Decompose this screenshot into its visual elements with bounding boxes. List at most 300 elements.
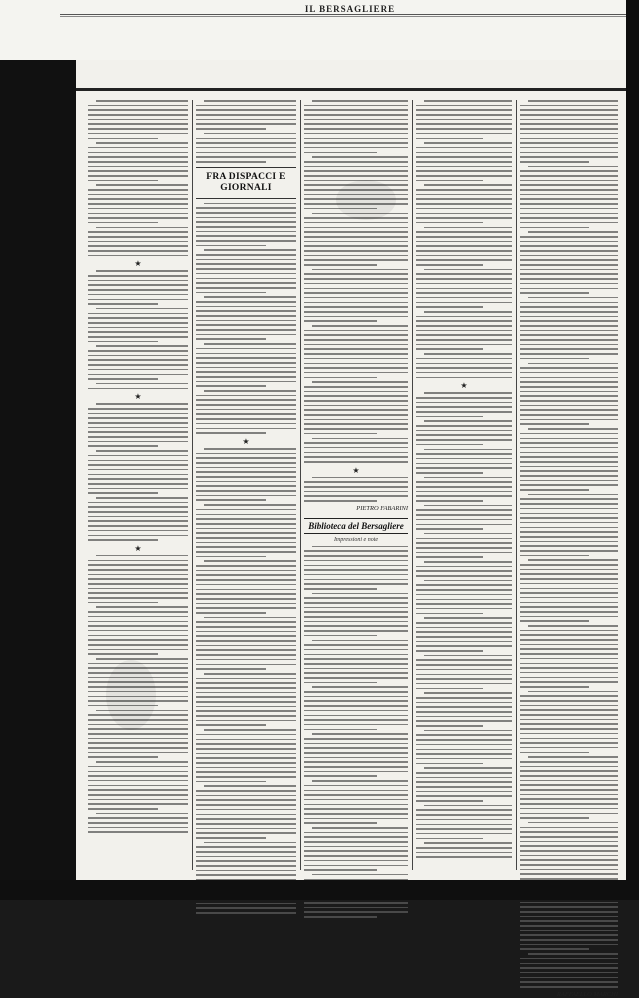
text-line [96,606,188,608]
text-line [196,837,266,839]
text-line [520,709,618,711]
text-line [520,198,618,200]
text-line [304,715,408,717]
text-line [204,203,296,205]
text-line [196,514,296,516]
text-line [520,808,618,810]
text-line [304,729,377,731]
text-line [304,495,408,497]
text-line [520,475,618,477]
scan-frame-bottom [0,880,639,900]
text-line [520,672,618,674]
text-line [520,438,618,440]
text-line [196,245,266,247]
text-line [520,733,618,735]
text-line [88,284,188,286]
text-line [196,856,296,858]
text-line [520,550,618,552]
text-line [88,808,158,810]
text-line [520,433,618,435]
text-line [520,527,618,529]
text-line [196,570,296,572]
text-line [520,911,618,913]
text-line [304,705,408,707]
text-line [96,227,188,229]
text-line [196,903,296,905]
text-line [304,456,408,458]
text-line [88,250,188,252]
text-line [520,241,618,243]
text-line [88,520,188,522]
text-line [520,161,589,163]
text-line [88,616,188,618]
text-line [416,194,512,196]
text-line [416,631,512,633]
text-line [88,369,188,371]
text-line [416,599,512,601]
text-line [520,920,618,922]
text-line [88,133,188,135]
text-line [424,420,512,422]
text-line [88,488,188,490]
text-line [196,273,296,275]
text-line [304,147,408,149]
text-column-5 [520,100,618,998]
text-line [196,603,296,605]
text-line [304,297,408,299]
text-line [520,536,618,538]
text-line [520,517,618,519]
text-line [96,761,188,763]
text-line [88,588,188,590]
text-line [416,847,512,849]
text-line [416,678,512,680]
text-line [96,142,188,144]
text-line [520,508,618,510]
text-line [96,403,188,405]
text-line [416,472,483,474]
text-line [424,580,512,582]
text-line [520,813,618,815]
text-line [304,491,408,493]
text-line [88,794,188,796]
text-line [312,269,408,271]
text-line [196,231,296,233]
text-line [196,589,296,591]
text-line [520,377,618,379]
text-line [88,374,188,376]
separator-star-icon: ★ [460,381,468,391]
text-line [304,654,408,656]
text-line [196,814,296,816]
text-line [196,607,296,609]
text-line [88,752,188,754]
text-line [520,330,618,332]
text-line [520,447,618,449]
text-line [88,198,188,200]
text-line [312,325,408,327]
text-line [196,734,296,736]
text-line [304,775,377,777]
text-line [304,152,377,154]
text-line [196,870,296,872]
text-line [416,491,512,493]
text-line [196,495,296,497]
text-line [520,789,618,791]
text-line [304,663,408,665]
text-line [520,353,618,355]
text-line [416,367,512,369]
text-line [88,630,188,632]
text-line [520,278,618,280]
text-line [520,302,618,304]
text-line [304,560,408,562]
text-line [88,653,158,655]
text-line [88,128,188,130]
text-line [304,330,408,332]
text-line [196,413,296,415]
text-line [416,245,512,247]
text-line [196,109,296,111]
text-line [416,758,512,760]
text-line [520,855,618,857]
text-line [416,744,512,746]
text-line [312,686,408,688]
text-line [196,771,296,773]
text-line [88,123,188,125]
text-line [196,542,296,544]
text-line [520,850,618,852]
text-line [196,720,296,722]
text-line [416,603,512,605]
text-line [520,663,618,665]
text-line [416,320,512,322]
text-line [304,832,408,834]
text-line [196,678,296,680]
text-line [88,427,188,429]
text-line [312,546,408,548]
text-line [520,147,618,149]
text-line [416,133,512,135]
text-line [304,696,408,698]
text-line [520,283,618,285]
text-line [312,874,408,876]
text-line [196,334,296,336]
text-line [416,739,512,741]
text-line [416,467,512,469]
text-line [88,378,158,380]
text-line [88,241,188,243]
separator-star-icon: ★ [134,543,142,553]
text-line [424,730,512,732]
text-line [196,467,296,469]
text-line [520,316,618,318]
text-line [520,677,618,679]
text-line [88,194,188,196]
text-line [416,749,512,751]
column-rule [300,100,301,870]
text-line [520,761,618,763]
text-line [416,416,483,418]
text-line [96,555,188,557]
text-line [88,189,188,191]
text-line [196,912,296,914]
text-line [204,133,296,135]
text-line [520,372,618,374]
text-line [416,589,512,591]
text-line [196,739,296,741]
text-line [416,519,512,521]
header-rule [60,14,630,15]
text-line [304,395,408,397]
text-line [416,278,512,280]
text-line [304,602,408,604]
text-line [304,255,408,257]
text-line [88,208,188,210]
text-line [304,804,408,806]
text-line [416,716,512,718]
text-line [312,156,408,158]
text-line [304,227,408,229]
text-line [304,166,408,168]
text-line [416,584,512,586]
text-line [312,593,408,595]
text-line [196,161,266,163]
text-line [416,509,512,511]
text-line [88,388,188,390]
text-line [96,497,188,499]
text-line [196,799,296,801]
text-line [204,842,296,844]
text-line [520,902,618,904]
text-line [520,325,618,327]
text-line [416,119,512,121]
text-line [304,306,408,308]
text-line [520,714,618,716]
text-line [416,524,512,526]
text-line [520,442,618,444]
text-line [196,851,296,853]
text-line [304,334,408,336]
text-line [416,711,512,713]
text-line [304,724,408,726]
text-line [196,598,296,600]
text-line [304,367,408,369]
text-line [204,729,296,731]
text-line [304,907,408,909]
text-line [520,981,618,983]
text-line [196,221,296,223]
text-line [304,607,408,609]
text-line [196,823,296,825]
text-line [520,602,618,604]
text-line [520,255,618,257]
text-line [424,692,512,694]
text-line [304,710,408,712]
text-line [196,635,296,637]
text-line [520,250,618,252]
text-line [304,119,408,121]
text-line [196,659,296,661]
text-line [424,184,512,186]
text-line [416,175,512,177]
text-line [520,395,618,397]
text-line [88,114,188,116]
text-line [520,695,618,697]
text-line [520,381,618,383]
text-line [424,353,512,355]
text-line [304,747,408,749]
text-line [424,561,512,563]
text-line [416,838,483,840]
text-line [520,409,618,411]
text-line [304,344,408,346]
text-line [196,556,266,558]
section-subheading: Impressioni e note [333,536,379,543]
text-line [520,208,618,210]
text-line [520,288,618,290]
text-line [416,273,512,275]
text-line [304,358,408,360]
text-line [304,377,377,379]
text-line [196,724,266,726]
text-line [196,119,296,121]
text-line [304,419,408,421]
text-line [196,235,296,237]
text-line [304,273,408,275]
text-line [304,123,408,125]
newspaper-header: IL BERSAGLIERE [304,4,396,14]
text-line [304,569,408,571]
text-line [88,597,188,599]
text-line [204,249,296,251]
text-line [520,545,618,547]
text-line [416,453,512,455]
text-line [304,161,408,163]
text-line [88,738,188,740]
text-line [416,114,512,116]
text-line [520,770,618,772]
text-line [196,128,266,130]
text-line [312,477,408,479]
text-line [304,700,408,702]
text-line [304,743,408,745]
text-line [520,236,618,238]
text-line [416,824,512,826]
text-line [88,649,188,651]
text-line [196,687,296,689]
text-line [196,240,296,242]
text-line [416,123,512,125]
text-line [416,594,512,596]
text-line [196,645,296,647]
text-line [520,944,618,946]
text-line [528,756,618,758]
text-line [196,453,296,455]
text-line [196,367,296,369]
text-line [96,383,188,385]
text-line [520,653,618,655]
text-line [520,175,618,177]
text-line [304,400,408,402]
text-line [88,827,188,829]
text-line [416,358,512,360]
text-line [304,302,408,304]
text-line [416,138,483,140]
text-line [304,138,408,140]
text-line [88,175,188,177]
text-line [520,531,618,533]
text-line [304,348,408,350]
text-line [520,419,618,421]
text-line [196,428,296,430]
text-line [196,743,296,745]
text-line [304,752,408,754]
text-line [88,359,188,361]
text-line [520,873,618,875]
text-line [196,818,296,820]
text-line [304,822,377,824]
text-line [304,283,408,285]
text-line [196,509,296,511]
text-line [304,630,408,632]
text-line [520,138,618,140]
text-line [424,311,512,313]
text-line [520,784,618,786]
section-rule [196,198,296,199]
text-line [520,400,618,402]
text-line [88,161,188,163]
text-line [196,254,296,256]
text-line [520,831,618,833]
text-line [88,803,188,805]
text-line [416,547,512,549]
text-line [424,505,512,507]
text-line [88,535,188,537]
text-line [88,231,188,233]
separator-star-icon: ★ [134,392,142,402]
text-line [196,565,296,567]
text-line [312,827,408,829]
text-line [520,466,618,468]
text-line [520,452,618,454]
text-line [88,147,188,149]
text-line [520,906,618,908]
text-line [520,119,618,121]
text-line [304,264,377,266]
text-line [424,805,512,807]
page-top-border [76,88,626,91]
text-line [196,138,296,140]
text-line [520,836,618,838]
text-line [196,551,296,553]
text-line [520,606,618,608]
text-line [88,355,188,357]
text-line [304,250,408,252]
text-line [88,441,188,443]
text-line [196,226,296,228]
text-line [416,706,512,708]
text-line [196,546,296,548]
text-line [204,296,296,298]
text-line [196,626,296,628]
text-line [528,559,618,561]
text-line [304,621,408,623]
text-line [520,456,618,458]
text-line [520,367,618,369]
text-line [88,350,188,352]
text-line [304,423,408,425]
